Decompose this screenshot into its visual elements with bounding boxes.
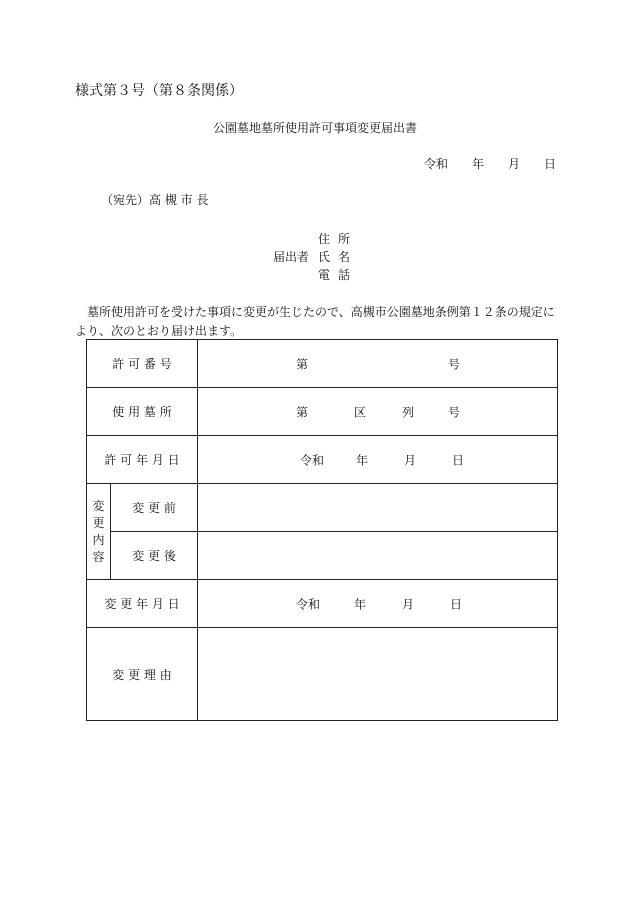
change-before-label: 変 更 前 xyxy=(111,484,198,532)
document-title: 公園墓地墓所使用許可事項変更届出書 xyxy=(212,121,417,135)
change-date-month: 月 xyxy=(402,597,415,611)
change-content-char: 内 xyxy=(92,532,105,547)
permit-date-year: 年 xyxy=(356,453,369,467)
change-before-field[interactable] xyxy=(198,484,558,532)
change-content-label xyxy=(87,484,111,580)
change-reason-field[interactable] xyxy=(198,628,558,721)
change-reason-label: 変 更 理 由 xyxy=(87,628,198,721)
plot-retsu: 列 xyxy=(402,405,415,419)
table-row xyxy=(87,580,558,628)
form-number: 様式第３号（第８条関係） xyxy=(75,83,243,99)
notifier-label: 届出者 xyxy=(273,250,310,264)
change-date-field[interactable] xyxy=(198,580,558,628)
table-row xyxy=(87,340,558,388)
change-date-era: 令和 xyxy=(296,597,321,611)
addressee: （宛先）高 槻 市 長 xyxy=(101,193,209,207)
plot-go: 号 xyxy=(448,405,461,419)
change-date-label: 変 更 年 月 日 xyxy=(87,580,198,628)
address-label: 住所 xyxy=(318,232,359,246)
name-label: 氏名 xyxy=(318,250,359,264)
permit-number-label: 許 可 番 号 xyxy=(87,340,198,388)
date-month: 月 xyxy=(508,157,521,171)
table-row xyxy=(87,532,558,580)
plot-field[interactable] xyxy=(198,388,558,436)
form-table xyxy=(86,339,558,721)
change-content-char: 更 xyxy=(92,515,105,530)
permit-date-day: 日 xyxy=(452,453,465,467)
plot-ku: 区 xyxy=(354,405,367,419)
table-row xyxy=(87,484,558,532)
table-row xyxy=(87,436,558,484)
change-after-field[interactable] xyxy=(198,532,558,580)
plot-dai: 第 xyxy=(296,405,309,419)
date-era: 令和 xyxy=(424,157,449,171)
permit-number-prefix: 第 xyxy=(296,357,309,371)
change-date-day: 日 xyxy=(450,597,463,611)
change-after-label: 変 更 後 xyxy=(111,532,198,580)
plot-label: 使 用 墓 所 xyxy=(87,388,198,436)
table-row xyxy=(87,628,558,721)
permit-number-suffix: 号 xyxy=(448,357,461,371)
permit-date-field[interactable] xyxy=(198,436,558,484)
table-row xyxy=(87,388,558,436)
change-content-char: 容 xyxy=(92,549,105,564)
permit-date-era: 令和 xyxy=(300,453,325,467)
phone-label: 電話 xyxy=(318,268,359,282)
date-year: 年 xyxy=(472,157,485,171)
permit-number-field[interactable] xyxy=(198,340,558,388)
change-date-year: 年 xyxy=(354,597,367,611)
permit-date-month: 月 xyxy=(404,453,417,467)
change-content-char: 変 xyxy=(92,498,105,513)
date-day: 日 xyxy=(544,157,557,171)
body-text: 墓所使用許可を受けた事項に変更が生じたので、高槻市公園墓地条例第１２条の規定により、次のとおり届け出ます。 xyxy=(75,305,555,338)
permit-date-label: 許 可 年 月 日 xyxy=(87,436,198,484)
submission-date xyxy=(424,155,556,172)
